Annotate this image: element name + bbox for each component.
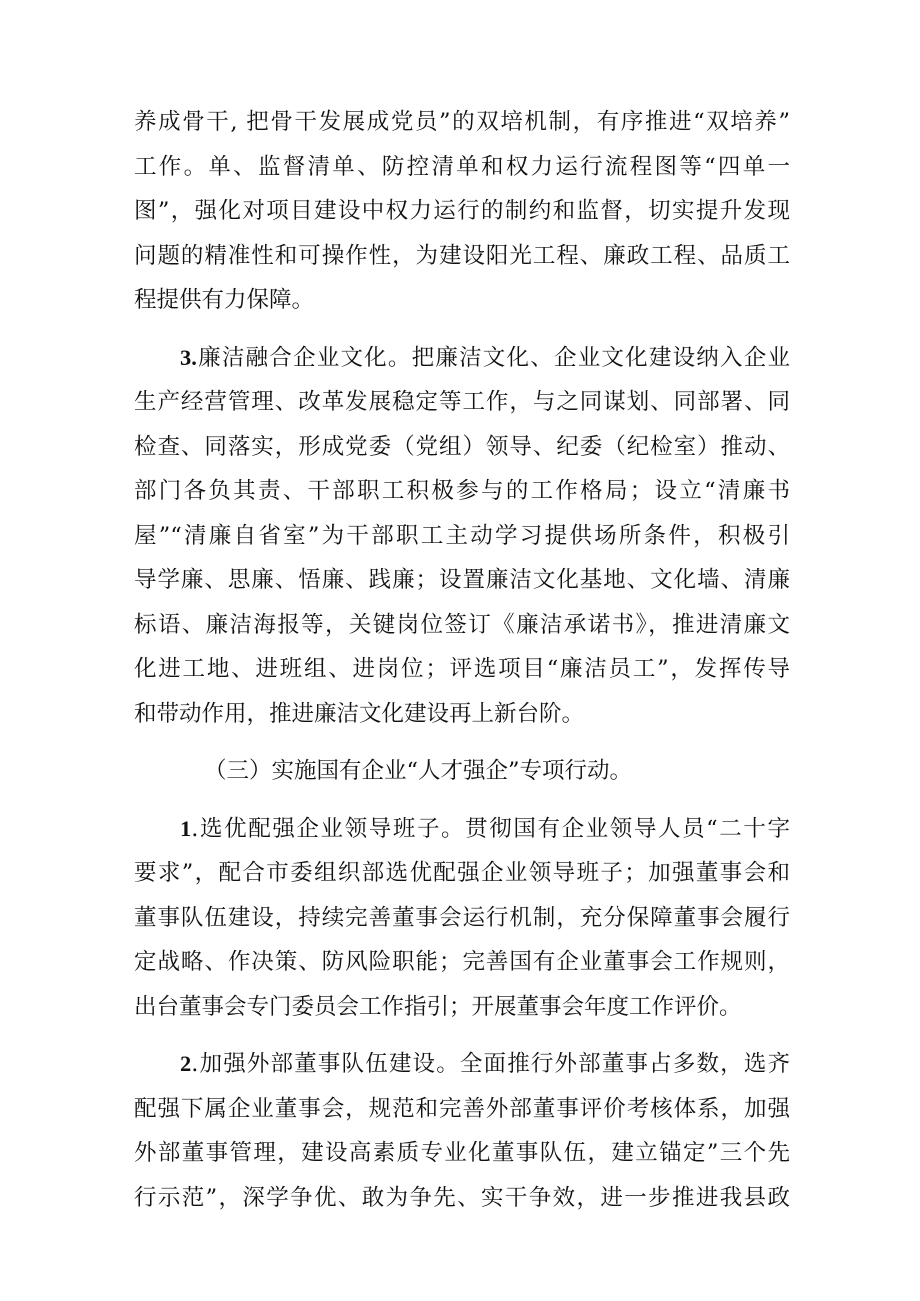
- paragraph-line: 问题的精准性和可操作性，为建设阳光工程、廉政工程、品质工: [134, 242, 790, 269]
- paragraph-line: 工作。单、监督清单、防控清单和权力运行流程图等“四单一: [134, 153, 790, 180]
- item-number: 3.: [180, 344, 197, 370]
- paragraph-continuation: [134, 100, 790, 323]
- paragraph-line: 行示范”，深学争优、敢为争先、实干争效，进一步推进我县政: [134, 1184, 790, 1211]
- paragraph-line-text: .选优配强企业领导班子。贯彻国有企业领导人员“二十字: [191, 815, 790, 842]
- section-heading-text: （三）实施国有企业“人才强企”专项行动。: [204, 758, 633, 784]
- paragraph-line: 部门各负其责、干部职工积极参与的工作格局；设立“清廉书: [134, 478, 790, 504]
- paragraph-line: 检查、同落实，形成党委（党组）领导、纪委（纪检室）推动、: [134, 433, 790, 460]
- paragraph-line: 图”，强化对项目建设中权力运行的制约和监督，切实提升发现: [134, 198, 790, 224]
- paragraph-line: 董事队伍建设，持续完善董事会运行机制，充分保障董事会履行: [134, 904, 790, 931]
- paragraph-line-text: .加强外部董事队伍建设。全面推行外部董事占多数，选齐: [191, 1051, 790, 1077]
- paragraph-line: 出台董事会专门委员会工作指引；开展董事会年度工作评价。: [134, 993, 742, 1020]
- item-number: 1: [180, 815, 192, 841]
- paragraph-line: 程提供有力保障。: [134, 287, 315, 313]
- section-heading: [134, 749, 790, 794]
- paragraph-line: 生产经营管理、改革发展稳定等工作，与之同谋划、同部署、同: [134, 389, 790, 415]
- paragraph-integrity-culture: [134, 336, 790, 737]
- paragraph-line: [134, 336, 790, 381]
- paragraph-line-text: 廉洁融合企业文化。把廉洁文化、企业文化建设纳入企业: [196, 344, 790, 371]
- paragraph-line: 和带动作用，推进廉洁文化建设再上新台阶。: [134, 700, 585, 727]
- paragraph-line: 标语、廉洁海报等，关键岗位签订《廉洁承诺书》，推进清廉文: [134, 611, 790, 638]
- paragraph-external-directors: [134, 1042, 790, 1220]
- paragraph-line: 屋”“清廉自省室”为干部职工主动学习提供场所条件，积极引: [134, 522, 790, 549]
- paragraph-line: 化进工地、进班组、进岗位；评选项目“廉洁员工”，发挥传导: [134, 656, 790, 682]
- paragraph-line: 配强下属企业董事会，规范和完善外部董事评价考核体系，加强: [134, 1095, 790, 1122]
- paragraph-line: 养成骨干, 把骨干发展成党员”的双培机制，有序推进“双培养”: [134, 109, 790, 135]
- paragraph-line: 导学廉、思廉、悟廉、践廉；设置廉洁文化基地、文化墙、清廉: [134, 567, 790, 593]
- paragraph-line: 外部董事管理，建设高素质专业化董事队伍，建立锚定”三个先: [134, 1140, 790, 1166]
- paragraph-leadership-team: [134, 807, 790, 1030]
- document-body: [134, 100, 790, 1220]
- paragraph-line: 定战略、作决策、防风险职能；完善国有企业董事会工作规则，: [134, 949, 790, 975]
- paragraph-line: 要求”，配合市委组织部选优配强企业领导班子；加强董事会和: [134, 860, 790, 886]
- paragraph-line: [134, 807, 790, 852]
- paragraph-line: [134, 1042, 790, 1087]
- item-number: 2: [180, 1051, 192, 1076]
